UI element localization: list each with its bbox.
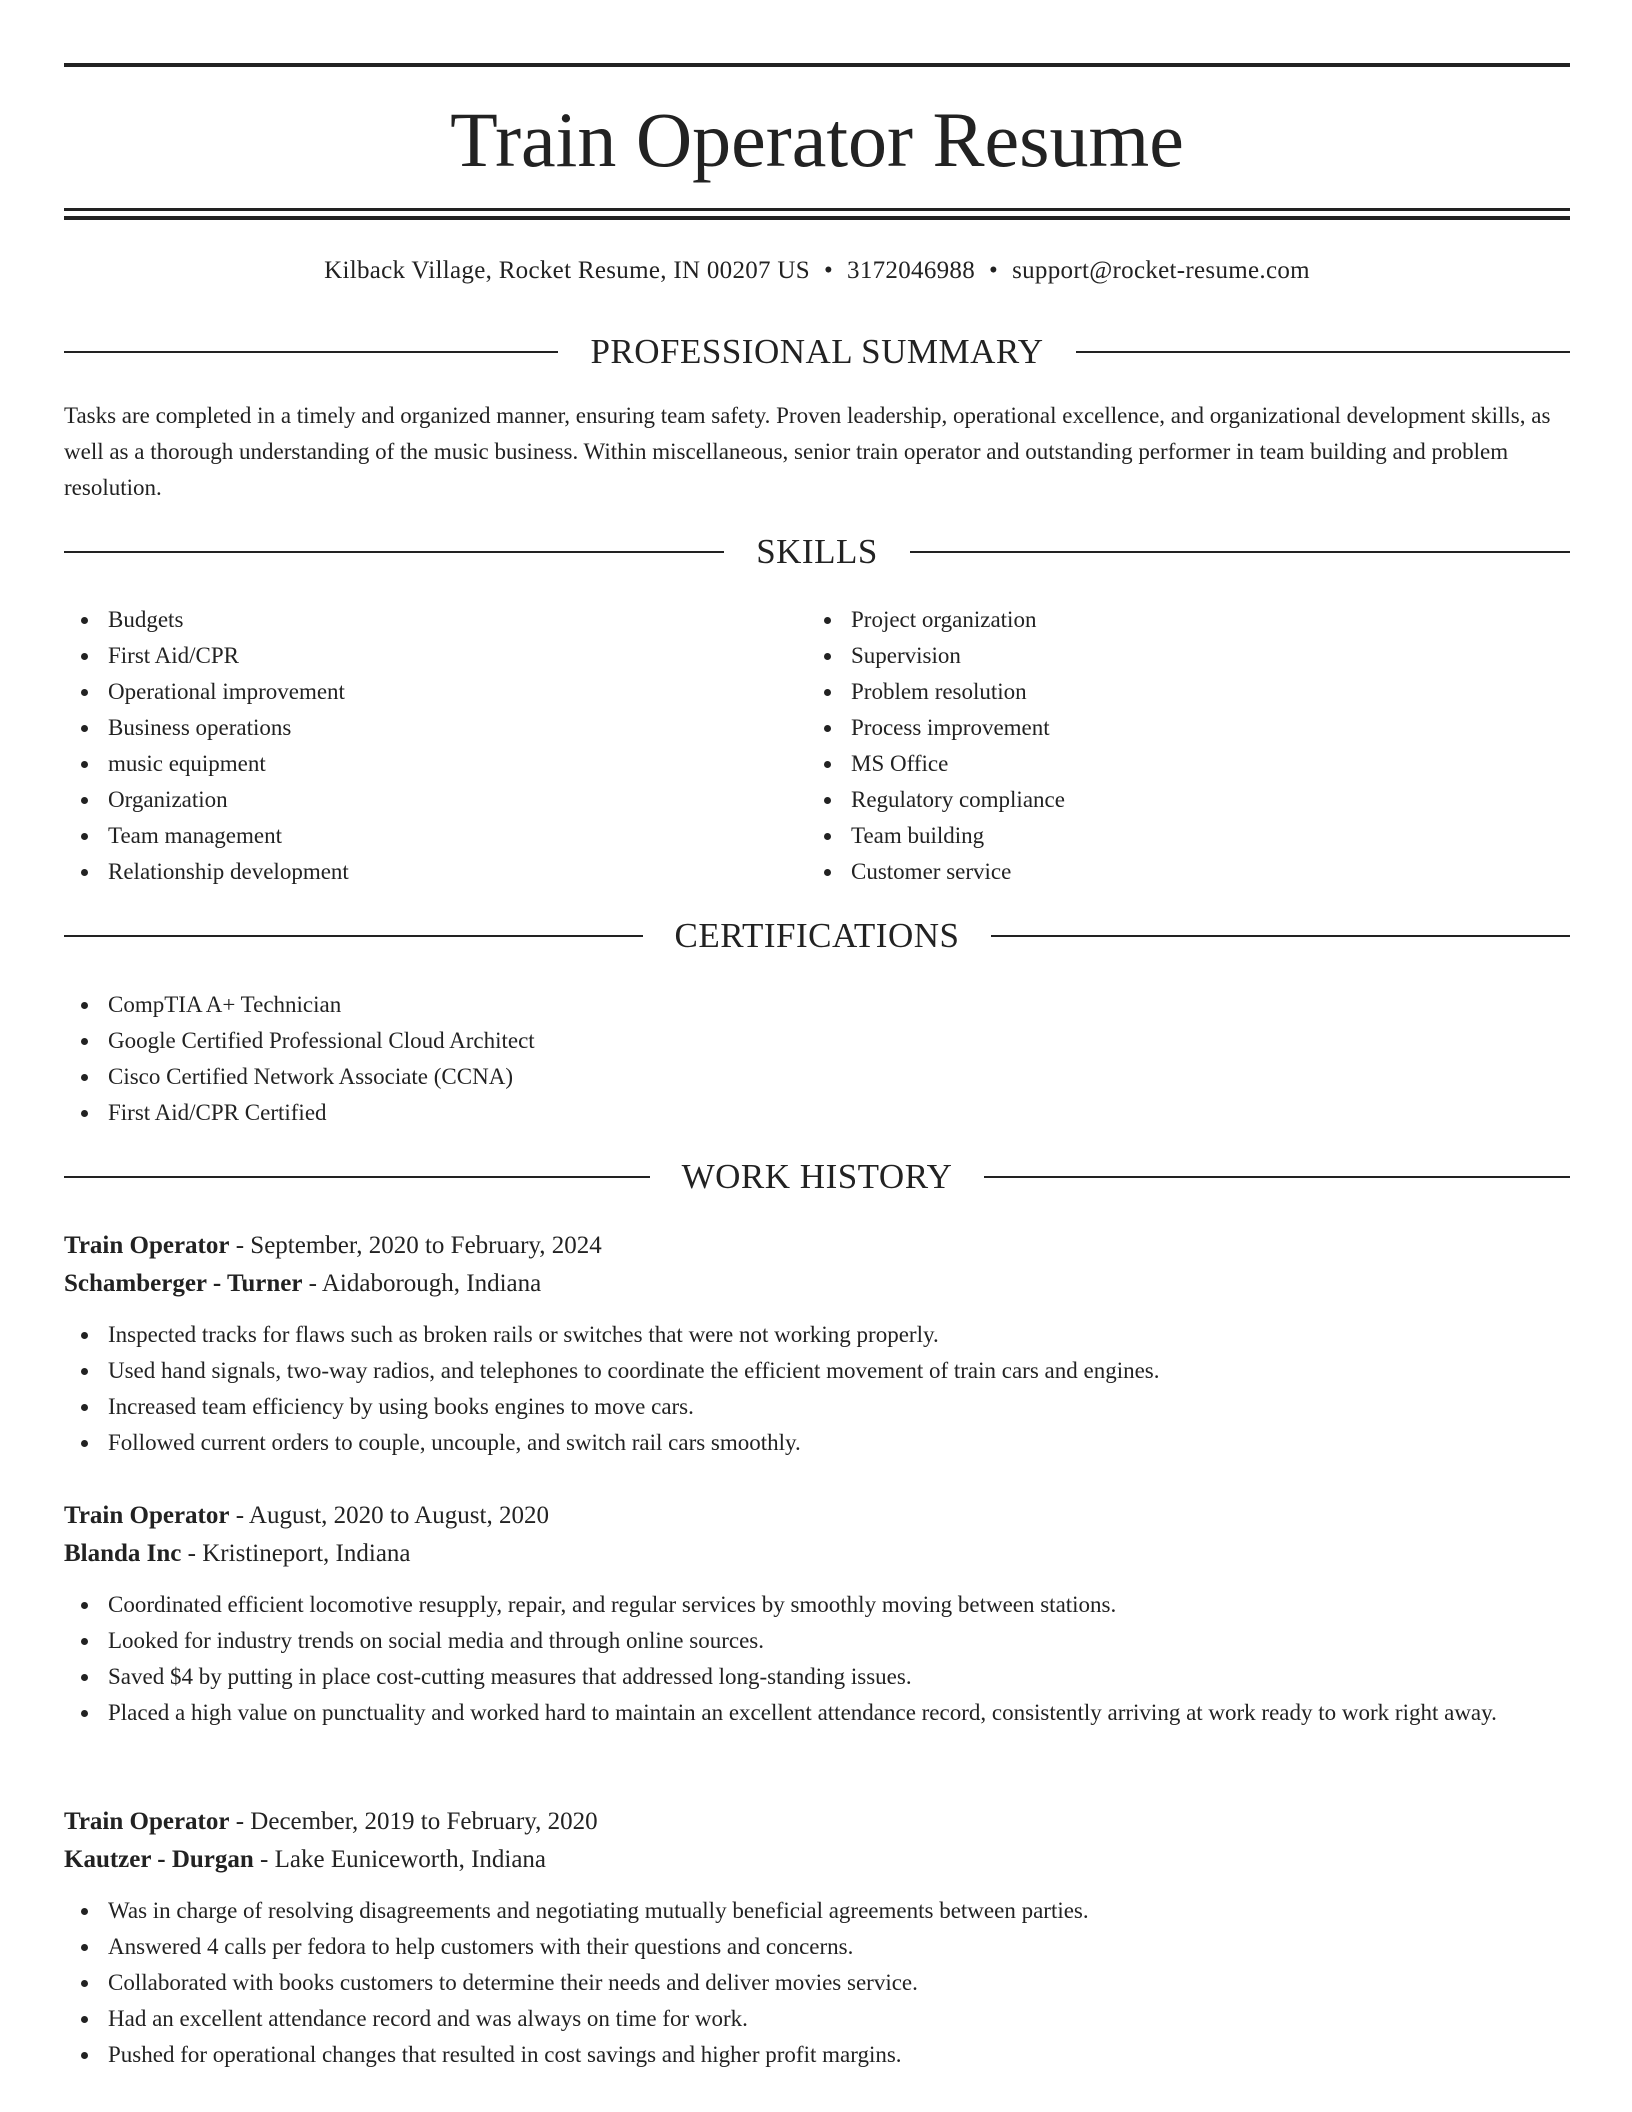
list-item: Relationship development xyxy=(64,854,784,890)
job-company-line xyxy=(64,1841,1570,1879)
job-role: Train Operator xyxy=(64,1502,230,1529)
section-heading-work-history xyxy=(64,1155,1570,1199)
skills-list-left xyxy=(64,602,784,890)
certifications-list xyxy=(64,987,1570,1131)
list-item: Collaborated with books customers to determine their needs and deliver movies service. xyxy=(64,1965,1570,2001)
job-bullets xyxy=(64,1587,1570,1731)
list-item: CompTIA A+ Technician xyxy=(64,987,1570,1023)
section-title: PROFESSIONAL SUMMARY xyxy=(590,332,1044,371)
list-item: Google Certified Professional Cloud Architect xyxy=(64,1023,1570,1059)
section-rule-left xyxy=(64,1176,650,1178)
section-rule-right xyxy=(984,1176,1570,1178)
list-item: Increased team efficiency by using books engines to move cars. xyxy=(64,1389,1570,1425)
skills-list-right xyxy=(807,602,1527,890)
list-item: Customer service xyxy=(807,854,1527,890)
list-item: First Aid/CPR xyxy=(64,638,784,674)
summary-text: Tasks are completed in a timely and organized manner, ensuring team safety. Proven leadership, operational excellence, and organizational development skills, as well as a thorough understanding of the music business. Within miscellaneous, senior train operator and outstanding performer in team building and problem resolution. xyxy=(64,403,1551,500)
title-underline-top xyxy=(64,208,1570,211)
contact-address: Kilback Village, Rocket Resume, IN 00207 US xyxy=(324,257,810,284)
list-item: Regulatory compliance xyxy=(807,782,1527,818)
section-heading-summary xyxy=(64,330,1570,374)
list-item: Problem resolution xyxy=(807,674,1527,710)
section-rule-right xyxy=(1076,351,1570,353)
list-item: Coordinated efficient locomotive resupply, repair, and regular services by smoothly moving between stations. xyxy=(64,1587,1570,1623)
section-rule-right xyxy=(910,551,1570,553)
job-role: Train Operator xyxy=(64,1232,230,1259)
contact-separator: • xyxy=(989,257,999,284)
title-underline-bottom xyxy=(64,216,1570,220)
list-item: Answered 4 calls per fedora to help customers with their questions and concerns. xyxy=(64,1929,1570,1965)
top-rule xyxy=(64,63,1570,67)
job-title-line xyxy=(64,1497,1570,1535)
contact-separator: • xyxy=(823,257,834,284)
list-item: Team management xyxy=(64,818,784,854)
section-rule-left xyxy=(64,351,558,353)
list-item: Project organization xyxy=(807,602,1527,638)
contact-phone: 3172046988 xyxy=(847,257,976,284)
job-location: - Kristineport, Indiana xyxy=(181,1540,411,1567)
list-item: Used hand signals, two-way radios, and telephones to coordinate the efficient movement of train cars and engines. xyxy=(64,1353,1570,1389)
job-title-line xyxy=(64,1227,1570,1265)
contact-line xyxy=(64,254,1570,288)
list-item: Pushed for operational changes that resulted in cost savings and higher profit margins. xyxy=(64,2037,1570,2073)
list-item: Team building xyxy=(807,818,1527,854)
job-role: Train Operator xyxy=(64,1808,230,1835)
job-company: Schamberger - Turner xyxy=(64,1270,303,1297)
list-item: Followed current orders to couple, uncouple, and switch rail cars smoothly. xyxy=(64,1425,1570,1461)
job-dates: - September, 2020 to February, 2024 xyxy=(229,1232,602,1259)
list-item: Looked for industry trends on social media and through online sources. xyxy=(64,1623,1570,1659)
job-location: - Lake Euniceworth, Indiana xyxy=(253,1846,547,1873)
section-title: SKILLS xyxy=(756,532,878,571)
list-item: Organization xyxy=(64,782,784,818)
job-company: Kautzer - Durgan xyxy=(64,1846,254,1873)
section-title: CERTIFICATIONS xyxy=(674,916,960,955)
job-entry xyxy=(64,1803,1570,2073)
list-item: Cisco Certified Network Associate (CCNA) xyxy=(64,1059,1570,1095)
list-item: First Aid/CPR Certified xyxy=(64,1095,1570,1131)
contact-email: support@rocket-resume.com xyxy=(1012,257,1310,284)
list-item: Placed a high value on punctuality and worked hard to maintain an excellent attendance record, consistently arriving at work ready to work right away. xyxy=(64,1695,1570,1731)
list-item: MS Office xyxy=(807,746,1527,782)
list-item: music equipment xyxy=(64,746,784,782)
list-item: Business operations xyxy=(64,710,784,746)
list-item: Process improvement xyxy=(807,710,1527,746)
list-item: Budgets xyxy=(64,602,784,638)
job-entry xyxy=(64,1227,1570,1461)
job-company: Blanda Inc xyxy=(64,1540,182,1567)
section-rule-left xyxy=(64,551,724,553)
job-company-line xyxy=(64,1535,1570,1573)
list-item: Inspected tracks for flaws such as broken rails or switches that were not working properly. xyxy=(64,1317,1570,1353)
list-item: Operational improvement xyxy=(64,674,784,710)
list-item: Saved $4 by putting in place cost-cutting measures that addressed long-standing issues. xyxy=(64,1659,1570,1695)
job-location: - Aidaborough, Indiana xyxy=(302,1270,542,1297)
job-company-line xyxy=(64,1265,1570,1303)
list-item: Supervision xyxy=(807,638,1527,674)
section-rule-right xyxy=(991,935,1570,937)
job-bullets xyxy=(64,1893,1570,2073)
section-heading-skills xyxy=(64,530,1570,574)
list-item: Had an excellent attendance record and was always on time for work. xyxy=(64,2001,1570,2037)
section-rule-left xyxy=(64,935,643,937)
job-bullets xyxy=(64,1317,1570,1461)
resume-title: Train Operator Resume xyxy=(450,96,1184,183)
list-item: Was in charge of resolving disagreements and negotiating mutually beneficial agreements between parties. xyxy=(64,1893,1570,1929)
job-title-line xyxy=(64,1803,1570,1841)
section-heading-certifications xyxy=(64,914,1570,958)
section-title: WORK HISTORY xyxy=(681,1157,953,1196)
job-dates: - August, 2020 to August, 2020 xyxy=(229,1502,549,1529)
job-entry xyxy=(64,1497,1570,1731)
job-dates: - December, 2019 to February, 2020 xyxy=(229,1808,598,1835)
